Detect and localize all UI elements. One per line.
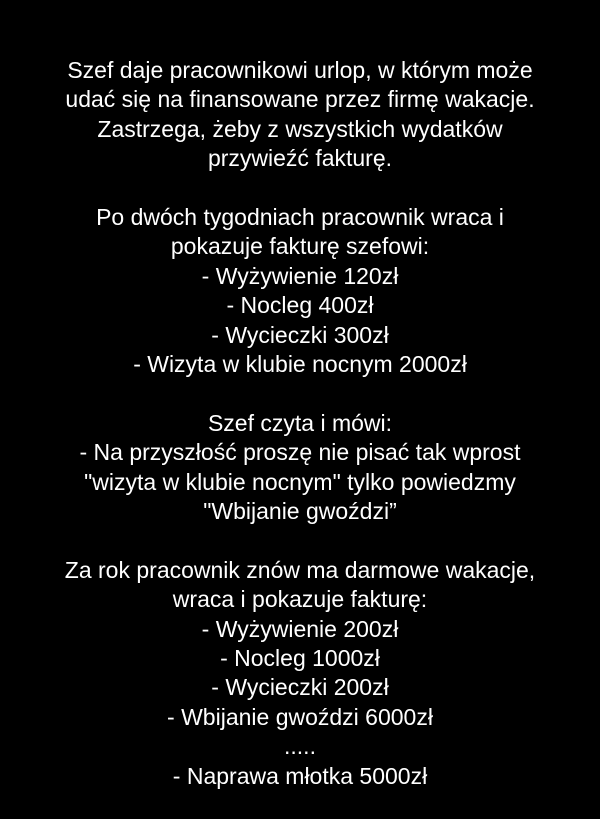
paragraph-gap [0, 379, 600, 408]
text-line: Zastrzega, żeby z wszystkich wydatków [97, 115, 503, 142]
text-line: udać się na finansowane przez firmę wakacje. [65, 86, 535, 113]
text-line: - Na przyszłość proszę nie pisać tak wprost [79, 439, 521, 466]
text-line: Szef czyta i mówi: [207, 409, 393, 436]
invoice-item: - Wyżywienie 120zł [201, 262, 399, 289]
joke-text [0, 56, 600, 791]
text-line: Za rok pracownik znów ma darmowe wakacje, [64, 556, 536, 583]
invoice-item: - Nocleg 1000zł [220, 645, 380, 672]
text-line: przywieźć fakturę. [207, 145, 393, 172]
invoice-item: - Wbijanie gwoździ 6000zł [167, 703, 433, 730]
text-line: pokazuje fakturę szefowi: [170, 233, 430, 260]
invoice-item: - Wyżywienie 200zł [201, 615, 399, 642]
text-line: wraca i pokazuje fakturę: [172, 586, 428, 613]
invoice-item: - Wycieczki 200zł [211, 674, 389, 701]
paragraph-gap [0, 526, 600, 555]
invoice-item: - Nocleg 400zł [226, 292, 374, 319]
ellipsis-line: ..... [284, 733, 316, 760]
text-line: Szef daje pracownikowi urlop, w którym może [67, 57, 533, 83]
paragraph-gap [0, 174, 600, 203]
invoice-item: - Wizyta w klubie nocnym 2000zł [133, 351, 467, 378]
invoice-item: - Wycieczki 300zł [211, 321, 389, 348]
invoice-item: - Naprawa młotka 5000zł [172, 762, 428, 789]
text-line: Po dwóch tygodniach pracownik wraca i [96, 204, 504, 231]
text-line: "wizyta w klubie nocnym" tylko powiedzmy [84, 468, 516, 495]
text-line: "Wbijanie gwoździ” [203, 498, 397, 525]
